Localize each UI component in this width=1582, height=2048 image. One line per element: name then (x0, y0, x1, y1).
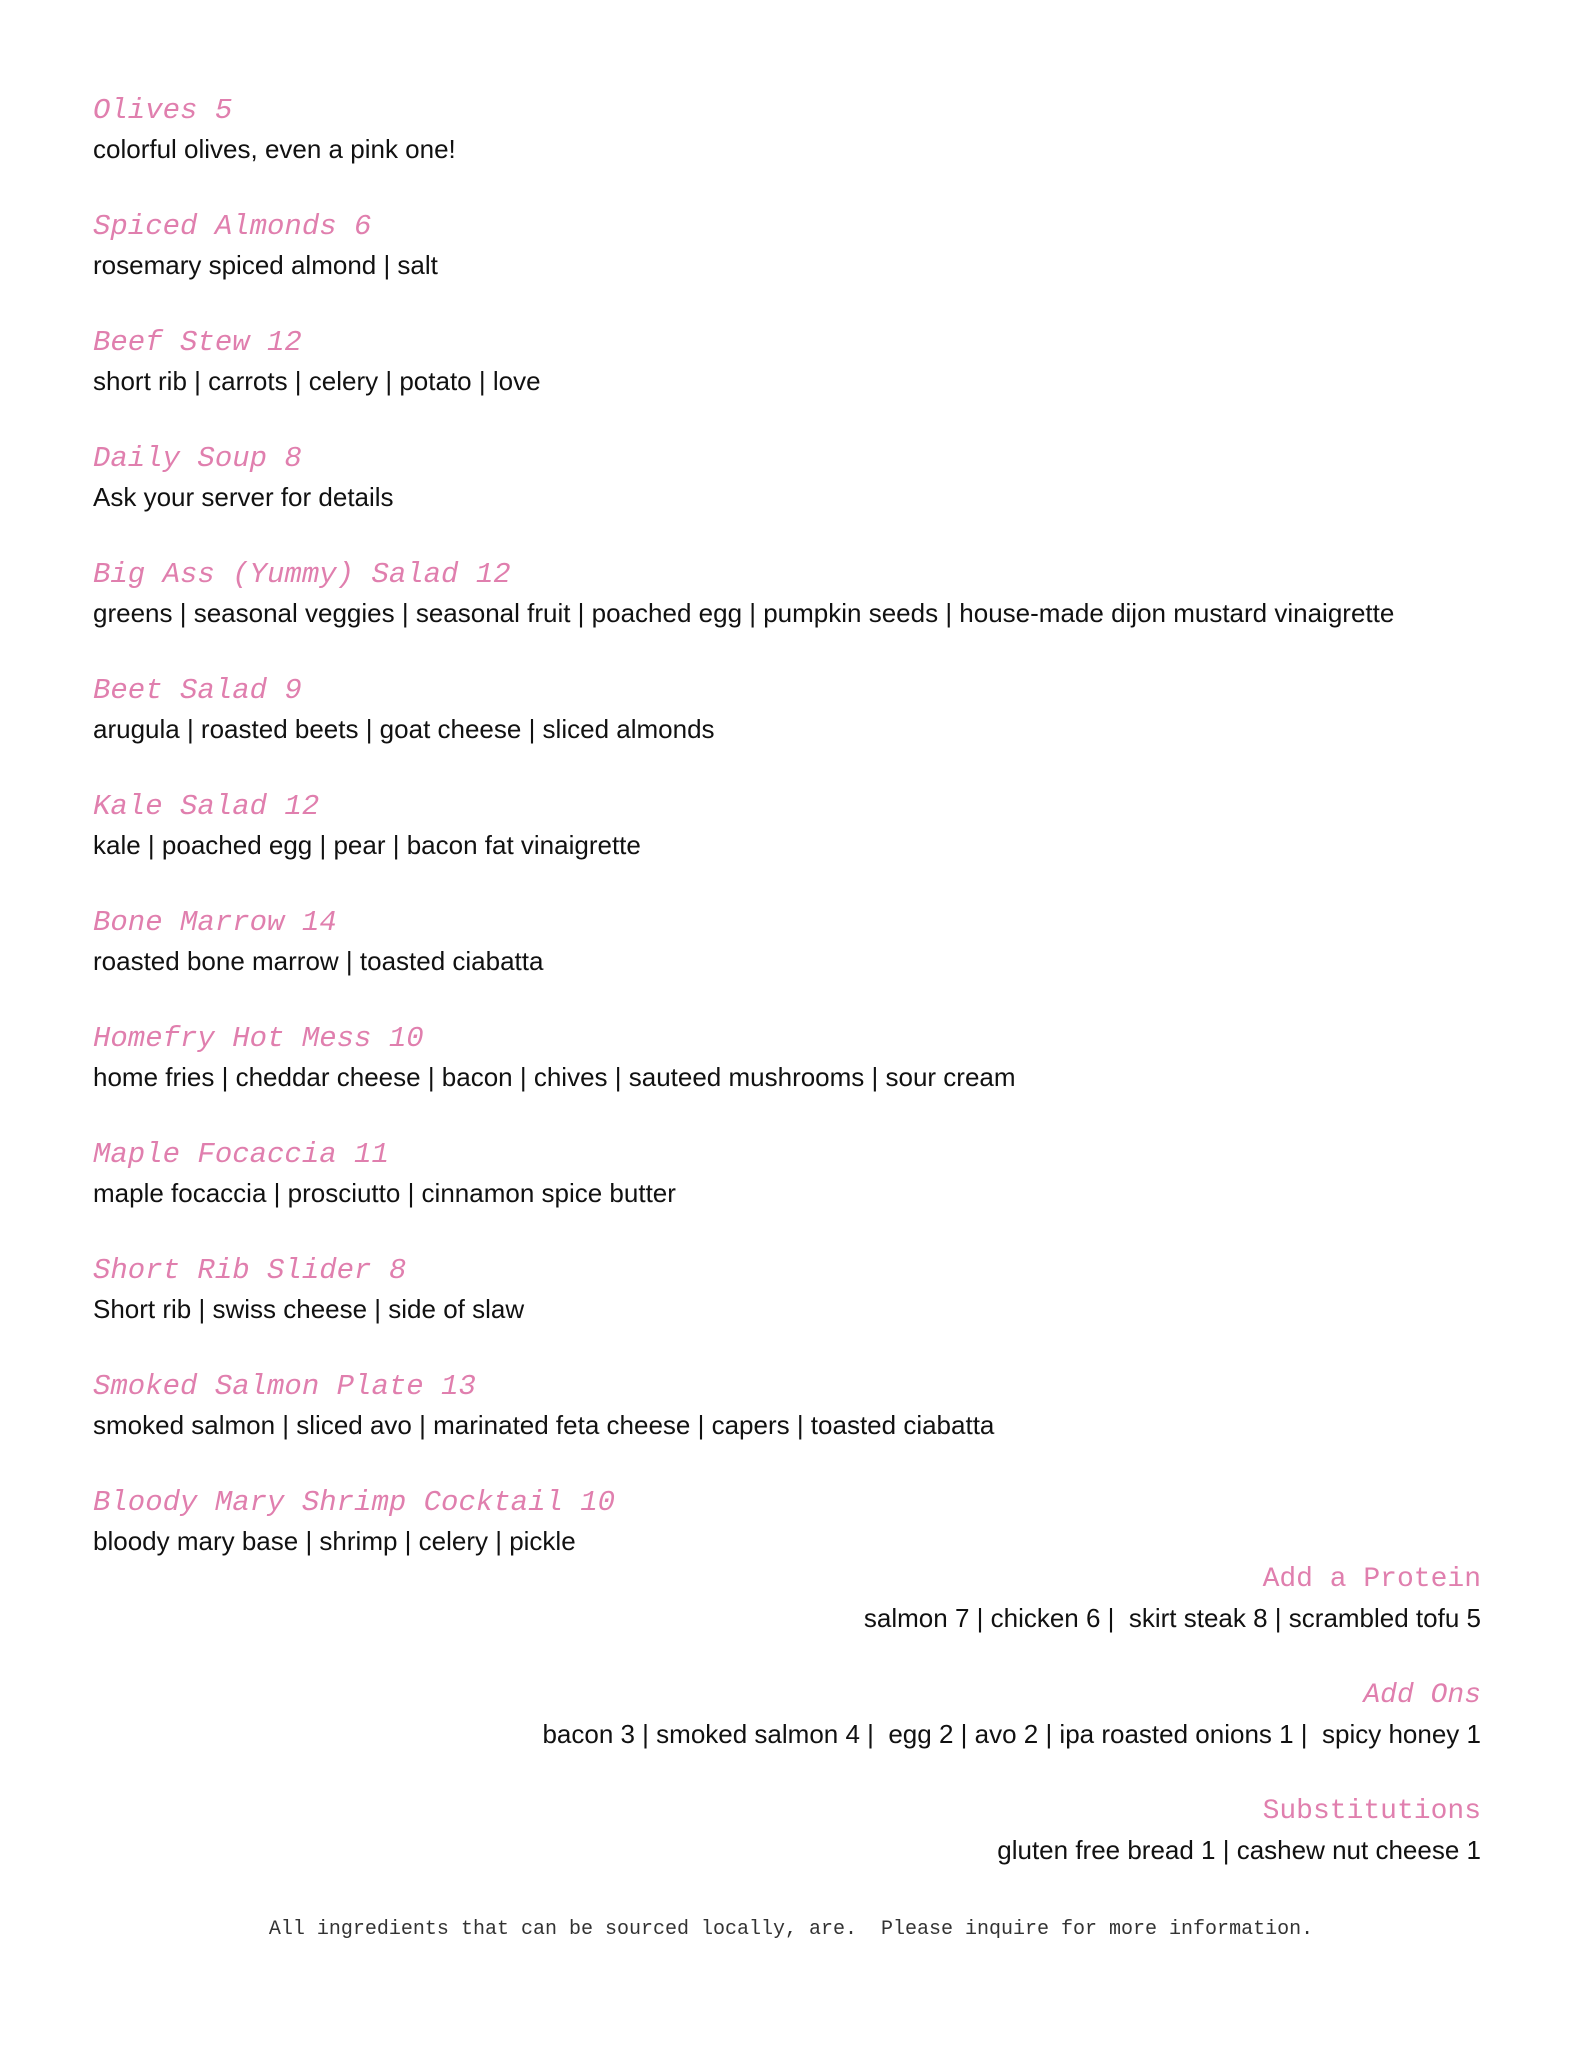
menu-items (93, 92, 1493, 1600)
menu-item (93, 556, 1493, 672)
add-ons-title: Add Ons (1363, 1680, 1481, 1711)
add-protein-options: salmon 7 | chicken 6 | skirt steak 8 | scrambled tofu 5 (863, 1603, 1481, 1633)
menu-item (93, 440, 1493, 556)
menu-item-description: greens | seasonal veggies | seasonal fruit | poached egg | pumpkin seeds | house-made dijon mustard vinaigrette (93, 598, 1395, 628)
substitutions-title: Substitutions (1262, 1796, 1481, 1827)
menu-item-title: Spiced Almonds 6 (93, 210, 372, 243)
menu-item-description: maple focaccia | prosciutto | cinnamon spice butter (93, 1178, 676, 1208)
add-ons-block (542, 1677, 1481, 1793)
menu-item-description: home fries | cheddar cheese | bacon | chives | sauteed mushrooms | sour cream (93, 1062, 1016, 1092)
menu-item-title: Kale Salad 12 (93, 790, 320, 823)
extras-section (542, 1561, 1481, 1909)
menu-item-description: bloody mary base | shrimp | celery | pickle (93, 1526, 576, 1556)
menu-item-title: Maple Focaccia 11 (93, 1138, 389, 1171)
menu-item (93, 208, 1493, 324)
substitutions-options: gluten free bread 1 | cashew nut cheese 1 (997, 1835, 1481, 1865)
menu-item-description: kale | poached egg | pear | bacon fat vinaigrette (93, 830, 641, 860)
menu-item-title: Short Rib Slider 8 (93, 1254, 407, 1287)
menu-item (93, 1252, 1493, 1368)
menu-item-description: arugula | roasted beets | goat cheese | sliced almonds (93, 714, 715, 744)
menu-item-title: Beet Salad 9 (93, 674, 302, 707)
menu-item-title: Smoked Salmon Plate 13 (93, 1370, 476, 1403)
add-protein-block (542, 1561, 1481, 1677)
menu-item-description: smoked salmon | sliced avo | marinated feta cheese | capers | toasted ciabatta (93, 1410, 995, 1440)
menu-item-title: Beef Stew 12 (93, 326, 302, 359)
menu-item-title: Bloody Mary Shrimp Cocktail 10 (93, 1486, 616, 1519)
menu-item-title: Olives 5 (93, 94, 233, 127)
menu-item-description: colorful olives, even a pink one! (93, 134, 456, 164)
menu-item (93, 324, 1493, 440)
footer-note: All ingredients that can be sourced locally, are. Please inquire for more information. (268, 1918, 1314, 1941)
menu-item (93, 672, 1493, 788)
menu-item-title: Bone Marrow 14 (93, 906, 337, 939)
menu-item-description: Ask your server for details (93, 482, 394, 512)
menu-item (93, 904, 1493, 1020)
menu-item-description: rosemary spiced almond | salt (93, 250, 438, 280)
add-ons-options: bacon 3 | smoked salmon 4 | egg 2 | avo 2 | ipa roasted onions 1 | spicy honey 1 (542, 1719, 1481, 1749)
menu-item-description: Short rib | swiss cheese | side of slaw (93, 1294, 525, 1324)
menu-item (93, 1136, 1493, 1252)
menu-item (93, 1020, 1493, 1136)
add-protein-title: Add a Protein (1262, 1564, 1481, 1595)
substitutions-block (542, 1793, 1481, 1909)
menu-item (93, 1368, 1493, 1484)
menu-item (93, 788, 1493, 904)
menu-item-description: roasted bone marrow | toasted ciabatta (93, 946, 544, 976)
menu-item (93, 92, 1493, 208)
menu-item-title: Big Ass (Yummy) Salad 12 (93, 558, 511, 591)
menu-item-description: short rib | carrots | celery | potato | love (93, 366, 541, 396)
menu-item-title: Homefry Hot Mess 10 (93, 1022, 424, 1055)
menu-item-title: Daily Soup 8 (93, 442, 302, 475)
